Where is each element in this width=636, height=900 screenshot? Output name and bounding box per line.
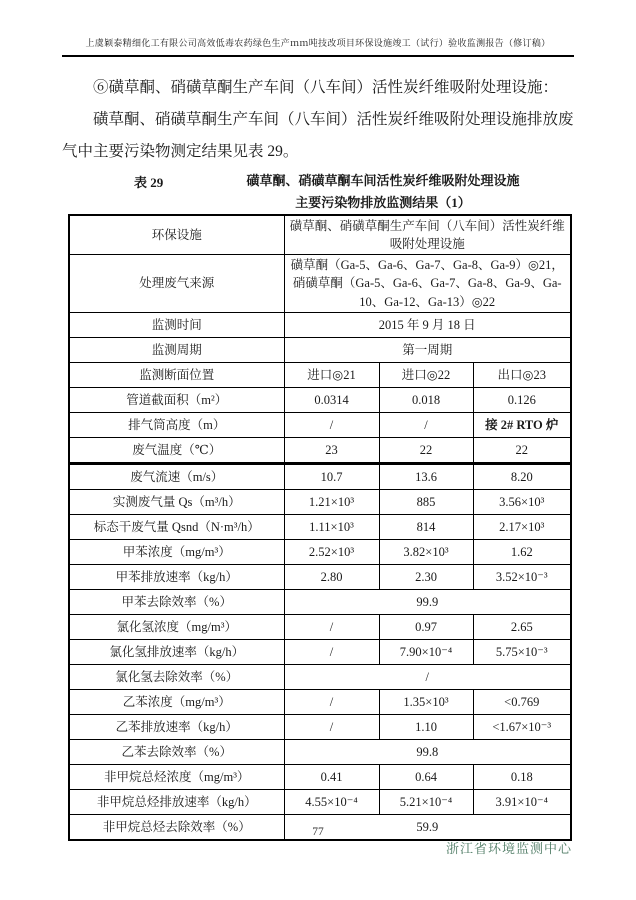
- table-cell: 进口◎22: [379, 362, 473, 387]
- row-label: 氯化氢排放速率（kg/h）: [69, 639, 284, 664]
- table-row: [69, 255, 571, 312]
- table-cell: 5.21×10⁻⁴: [379, 789, 473, 814]
- table-row: [69, 639, 571, 664]
- row-label: 非甲烷总烃排放速率（kg/h）: [69, 789, 284, 814]
- table-cell: 814: [379, 514, 473, 539]
- row-value: 磺草酮、硝磺草酮生产车间（八车间）活性炭纤维吸附处理设施: [284, 215, 571, 255]
- table-cell: 22: [473, 437, 571, 463]
- table-cell: 0.126: [473, 387, 571, 412]
- row-value: 第一周期: [284, 337, 571, 362]
- row-label: 环保设施: [69, 215, 284, 255]
- row-value: 99.8: [284, 739, 571, 764]
- table-row: [69, 387, 571, 412]
- table-cell: 7.90×10⁻⁴: [379, 639, 473, 664]
- row-label: 管道截面积（m²）: [69, 387, 284, 412]
- table-cell: 3.82×10³: [379, 539, 473, 564]
- table-cell: /: [284, 689, 379, 714]
- table-cell: 885: [379, 489, 473, 514]
- table-row: [69, 514, 571, 539]
- table-cell: 3.52×10⁻³: [473, 564, 571, 589]
- row-value: 2015 年 9 月 18 日: [284, 312, 571, 337]
- table-row: [69, 614, 571, 639]
- table-cell: <0.769: [473, 689, 571, 714]
- page-number: 77: [312, 826, 324, 838]
- table-cell: /: [284, 412, 379, 437]
- row-label: 标态干废气量 Qsnd（N·m³/h）: [69, 514, 284, 539]
- table-cell: /: [284, 614, 379, 639]
- table-cell: 10.7: [284, 463, 379, 489]
- row-label: 实测废气量 Qs（m³/h）: [69, 489, 284, 514]
- table-row: [69, 312, 571, 337]
- row-label: 甲苯去除效率（%）: [69, 589, 284, 614]
- table-title-line1: 磺草酮、硝磺草酮车间活性炭纤维吸附处理设施: [246, 173, 520, 188]
- table-cell: 2.65: [473, 614, 571, 639]
- row-label: 废气流速（m/s）: [69, 463, 284, 489]
- results-table-body: [69, 215, 571, 840]
- table-row: [69, 789, 571, 814]
- table-cell: /: [379, 412, 473, 437]
- row-label: 氯化氢去除效率（%）: [69, 664, 284, 689]
- table-cell: 0.0314: [284, 387, 379, 412]
- table-caption: [62, 170, 574, 214]
- table-cell: 1.10: [379, 714, 473, 739]
- table-row: [69, 437, 571, 463]
- table-row: [69, 337, 571, 362]
- row-label: 排气筒高度（m）: [69, 412, 284, 437]
- table-cell: 1.11×10³: [284, 514, 379, 539]
- row-label: 乙苯去除效率（%）: [69, 739, 284, 764]
- table-cell: <1.67×10⁻³: [473, 714, 571, 739]
- table-cell: 0.018: [379, 387, 473, 412]
- table-cell: 5.75×10⁻³: [473, 639, 571, 664]
- table-cell: 2.30: [379, 564, 473, 589]
- row-label: 氯化氢浓度（mg/m³）: [69, 614, 284, 639]
- row-value: 磺草酮（Ga-5、Ga-6、Ga-7、Ga-8、Ga-9）◎21，硝磺草酮（Ga-5、Ga-6、Ga-7、Ga-8、Ga-9、Ga-10、Ga-12、Ga-13）◎22: [284, 255, 571, 312]
- table-cell: 0.97: [379, 614, 473, 639]
- table-cell: 1.35×10³: [379, 689, 473, 714]
- row-label: 甲苯浓度（mg/m³）: [69, 539, 284, 564]
- row-label: 监测时间: [69, 312, 284, 337]
- table-row: [69, 689, 571, 714]
- table-row: [69, 412, 571, 437]
- row-label: 监测断面位置: [69, 362, 284, 387]
- report-header: 上虞颖泰精细化工有限公司高效低毒农药绿色生产ｍｍ吨技改项目环保设施竣工（试行）验收监测报告（修订稿）: [62, 36, 574, 57]
- row-label: 废气温度（℃）: [69, 437, 284, 463]
- table-cell: 进口◎21: [284, 362, 379, 387]
- table-row: [69, 539, 571, 564]
- table-cell: 1.62: [473, 539, 571, 564]
- table-row: [69, 463, 571, 489]
- table-cell: 1.21×10³: [284, 489, 379, 514]
- table-cell: 4.55×10⁻⁴: [284, 789, 379, 814]
- table-cell: 2.17×10³: [473, 514, 571, 539]
- row-label: 监测周期: [69, 337, 284, 362]
- table-cell: 13.6: [379, 463, 473, 489]
- row-label: 非甲烷总烃去除效率（%）: [69, 814, 284, 840]
- table-row: [69, 564, 571, 589]
- row-label: 处理废气来源: [69, 255, 284, 312]
- paragraph-2: 磺草酮、硝磺草酮生产车间（八车间）活性炭纤维吸附处理设施排放废气中主要污染物测定结果见表 29。: [62, 110, 574, 160]
- table-title-line2: 主要污染物排放监测结果（1）: [295, 195, 471, 211]
- table-row: [69, 714, 571, 739]
- row-label: 乙苯浓度（mg/m³）: [69, 689, 284, 714]
- table-cell: 接 2# RTO 炉: [473, 412, 571, 437]
- paragraph-1: ⑥磺草酮、硝磺草酮生产车间（八车间）活性炭纤维吸附处理设施：: [93, 79, 559, 96]
- table-row: [69, 664, 571, 689]
- table-row: [69, 589, 571, 614]
- table-row: [69, 739, 571, 764]
- table-cell: 3.56×10³: [473, 489, 571, 514]
- table-cell: 3.91×10⁻⁴: [473, 789, 571, 814]
- row-value: 99.9: [284, 589, 571, 614]
- table-row: [69, 362, 571, 387]
- table-cell: 出口◎23: [473, 362, 571, 387]
- table-cell: /: [284, 639, 379, 664]
- table-row: [69, 764, 571, 789]
- row-label: 甲苯排放速率（kg/h）: [69, 564, 284, 589]
- table-cell: /: [284, 714, 379, 739]
- table-cell: 0.18: [473, 764, 571, 789]
- table-cell: 22: [379, 437, 473, 463]
- table-cell: 23: [284, 437, 379, 463]
- row-label: 乙苯排放速率（kg/h）: [69, 714, 284, 739]
- row-value: /: [284, 664, 571, 689]
- table-cell: 8.20: [473, 463, 571, 489]
- table-row: [69, 215, 571, 255]
- row-value: 59.9: [284, 814, 571, 840]
- results-table: [68, 214, 572, 841]
- table-row: [69, 489, 571, 514]
- body-text: [62, 72, 574, 167]
- table-cell: 0.41: [284, 764, 379, 789]
- table-cell: 2.80: [284, 564, 379, 589]
- table-number: 表 29: [134, 175, 164, 190]
- table-cell: 0.64: [379, 764, 473, 789]
- row-label: 非甲烷总烃浓度（mg/m³）: [69, 764, 284, 789]
- footer-organization: 浙江省环境监测中心: [445, 841, 572, 856]
- table-cell: 2.52×10³: [284, 539, 379, 564]
